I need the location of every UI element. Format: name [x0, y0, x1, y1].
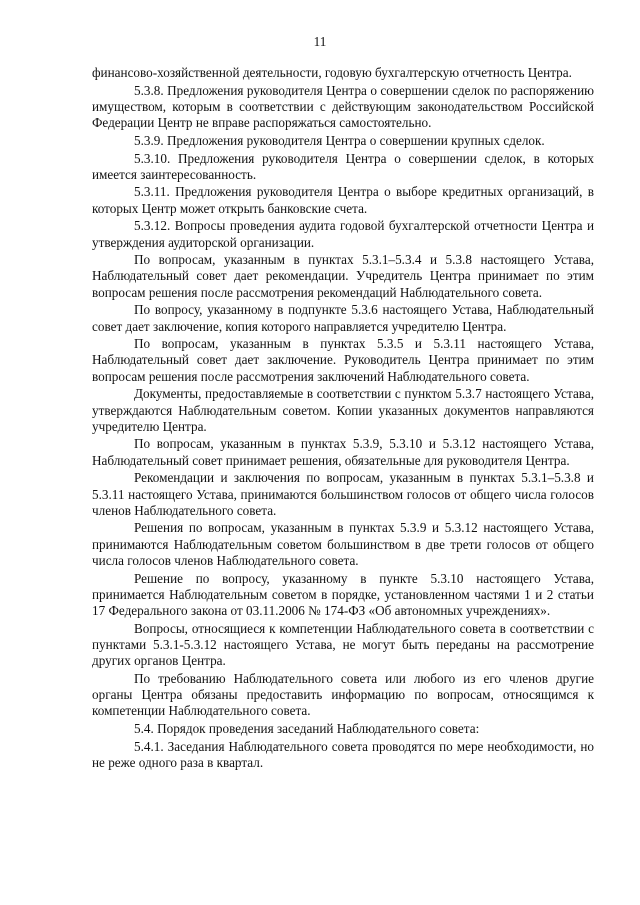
paragraph: 5.3.12. Вопросы проведения аудита годовой бухгалтерской отчетности Центра и утверждения аудиторской организации.	[92, 218, 594, 250]
paragraph: Решения по вопросам, указанным в пунктах 5.3.9 и 5.3.12 настоящего Устава, принимаются Наблюдательным советом большинством в две трети голосов от общего числа голосов членов Наблюдательного совета.	[92, 520, 594, 568]
paragraph: 5.4.1. Заседания Наблюдательного совета проводятся по мере необходимости, но не реже одного раза в квартал.	[92, 738, 594, 770]
paragraph: Решение по вопросу, указанному в пункте 5.3.10 настоящего Устава, принимается Наблюдательным советом в порядке, установленном частями 1 и 2 статьи 17 Федерального закона от 03.11.2006 № 174-ФЗ «Об автономных учреждениях».	[92, 570, 594, 618]
paragraph: 5.4. Порядок проведения заседаний Наблюдательного совета:	[134, 720, 480, 736]
paragraph: Рекомендации и заключения по вопросам, указанным в пунктах 5.3.1–5.3.8 и 5.3.11 настоящего Устава, принимаются большинством голосов от общего числа голосов членов Наблюдательного совета.	[92, 470, 594, 518]
paragraph: Вопросы, относящиеся к компетенции Наблюдательного совета в соответствии с пунктами 5.3.1-5.3.12 настоящего Устава, не могут быть переданы на рассмотрение других органов Центра.	[92, 620, 594, 669]
paragraph: По вопросам, указанным в пунктах 5.3.1–5.3.4 и 5.3.8 настоящего Устава, Наблюдательный совет дает рекомендации. Учредитель Центра принимает по этим вопросам решения после рассмотрения рекомендаций Наблюдательного совета.	[92, 252, 594, 300]
paragraph: 5.3.10. Предложения руководителя Центра о совершении сделок, в которых имеется заинтересованность.	[92, 150, 594, 182]
paragraph: Документы, предоставляемые в соответствии с пунктом 5.3.7 настоящего Устава, утверждаются Наблюдательным советом. Копии указанных документов направляются учредителю Центра.	[92, 386, 594, 434]
paragraph: финансово-хозяйственной деятельности, годовую бухгалтерскую отчетность Центра.	[92, 65, 572, 80]
page-number: 11	[313, 34, 327, 49]
paragraph: По вопросам, указанным в пунктах 5.3.9, 5.3.10 и 5.3.12 настоящего Устава, Наблюдательный совет принимает решения, обязательные для руководителя Центра.	[92, 436, 594, 468]
paragraph: По вопросам, указанным в пунктах 5.3.5 и 5.3.11 настоящего Устава, Наблюдательный совет дает заключение. Руководитель Центра принимает по этим вопросам решения после рассмотрения заключений Наблюдательного совета.	[92, 336, 594, 384]
paragraph: 5.3.8. Предложения руководителя Центра о совершении сделок по распоряжению имуществом, которым в соответствии с действующим законодательством Российской Федерации Центр не вправе распоряжаться самостоятельно.	[92, 82, 594, 131]
paragraph: 5.3.9. Предложения руководителя Центра о совершении крупных сделок.	[134, 132, 545, 148]
paragraph: По вопросу, указанному в подпункте 5.3.6 настоящего Устава, Наблюдательный совет дает заключение, копия которого направляется учредителю Центра.	[92, 302, 594, 334]
document-body	[92, 65, 594, 773]
paragraph: По требованию Наблюдательного совета или любого из его членов другие органы Центра обязаны предоставить информацию по вопросам, относящимся к компетенции Наблюдательного совета.	[92, 670, 594, 719]
paragraph: 5.3.11. Предложения руководителя Центра о выборе кредитных организаций, в которых Центр может открыть банковские счета.	[92, 184, 594, 216]
